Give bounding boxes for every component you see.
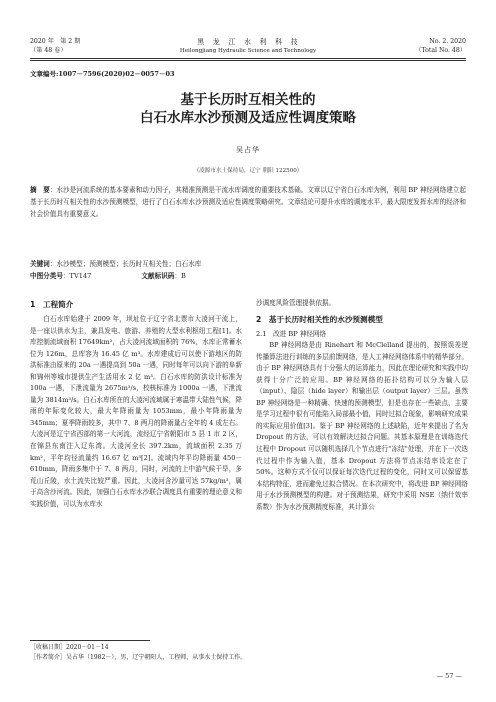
doc-code-value: ：B bbox=[174, 272, 186, 280]
abstract bbox=[30, 184, 466, 221]
journal-issue bbox=[30, 38, 80, 55]
number-line: No. 2. 2020 bbox=[429, 38, 466, 45]
section-heading-1: 1 工程简介 bbox=[30, 300, 74, 309]
issue-number: 2020 年 第 2 期 bbox=[30, 38, 81, 45]
classification bbox=[30, 270, 194, 282]
total-number-line: （Total No. 48） bbox=[415, 46, 466, 54]
header-rule-thin bbox=[30, 60, 466, 61]
page-number: — 57 — bbox=[436, 672, 462, 680]
author-bio: ［作者简介］吴占华（1982－），男，辽宁朝阳人，工程师，从事水土保持工作。 bbox=[30, 654, 247, 661]
left-column bbox=[30, 295, 242, 510]
keywords bbox=[30, 258, 466, 270]
journal-name bbox=[148, 38, 348, 55]
intro-paragraph: 白石水库始建于 2009 年，坝址位于辽宁省北票市大凌河干流上，是一座以供水为主，兼具发电、旅游、养殖的大型水利枢纽工程[1]。水库控制流域面积 17649km²，占大凌河流域面积的 76%，水库正常蓄水位为 126m，总库容为 16.45 亿 m³。水库建成后可以使下游地区的防洪标准由原来的 20a 一遇提高到 50a 一遇，同时每年可以向下游的阜新和锦州等城市提供生产生活用水 2 亿 m³。白石水库的防洪设计标准为 100a 一遇，下泄流量为 2675m³/s，校核标准为 1000a 一遇，下泄流量为 3814m³/s。白石水库所在的大凌河流域属于寒温带大陆性气候，降雨的年际变化较大，最大年降雨量为 1053mm，最小年降雨量为 345mm；夏季降雨较多，其中 7、8 两月的降雨量占全年的 4 成左右。大凌河是辽宁省西部的第一大河流，流经辽宁省朝阳市 5 县 1 市 2 区，在锦县东南注入辽东湾。大凌河全长 397.2km，流域面积 2.35 万 km²，平年均径流量约 16.67 亿 m³[2]。流域内年平均降雨量 450－610mm，降雨多集中于 7、8 两月，同时，河流的上中游气候干旱，多荒山丘陵，水土流失比较严重。因此，大凌河含沙量可达 57kg/m³，属于高含沙河流。因此，加强白石水库水沙联合调度具有重要的理论意义和实践价值，可以为水库水 bbox=[30, 315, 242, 508]
paper-title-line-2: 白石水库水沙预测及适应性调度策略 bbox=[140, 110, 356, 126]
volume-number: （第 48 卷） bbox=[30, 46, 67, 54]
paper-title-line-1: 基于长历时互相关性的 bbox=[180, 92, 316, 108]
header-rule bbox=[30, 58, 466, 59]
article-number: 文章编号:1007－7596(2020)02－0057－03 bbox=[30, 70, 175, 78]
abstract-label: 摘 要 bbox=[30, 186, 50, 194]
subsection-heading: 2.1 改进 BP 神经网络 bbox=[256, 329, 327, 338]
clc-label: 中图分类号 bbox=[30, 272, 63, 280]
continued-paragraph: 沙调度风险管理提供依据。 bbox=[256, 299, 336, 307]
abstract-text: ：水沙是河流系统的基本要素和动力因子，其精准预测是干流水库调度的重要技术基础。文章以辽宁省白石水库为例，利用 BP 神经网络建立起基于长历时互相关性的水沙预测模型，进行了白石水库水沙预测及适应性调度策略研究。文章结论可提升水库的调度水平，最大限度发挥水库的经济和社会价值具有重要意义。 bbox=[30, 186, 466, 219]
right-column bbox=[256, 298, 468, 513]
bp-network-paragraph: BP 神经网络是由 Rinehart 和 McClelland 提出的，按照误差逆传播算法进行训练的多层前馈网络，是人工神经网络体系中的精华部分。由于 BP 神经网络具有十分强大的运算能力，因此在理论研究和实践中均获得十分广泛的应用。BP 神经网络的拓扑结构可以分为输入层（input）、隐层（hide layer）和输出层（output layer）三层。虽然 BP 神经网络是一种精确、快速的预测模型，但是也存在一些缺点，主要是学习过程中很有可能陷入局部最小值，同时过拟合现象，影响研究成果的实际应用价值[3]。鉴于 BP 神经网络的上述缺陷，近年来提出了名为 Dropout 的方法，可以有效解决过拟合问题。其基本原理是在训练迭代过程中 Dropout 可以随机选择几个节点进行"冻结"处理，并在下一次迭代过程中作为输入值，基本 Dropout 方法将节点冻结率设定在了 50%。这种方式不仅可以保证每次迭代过程的变化，同时又可以保留基本结构特征，进而避免过拟合情况。在本次研究中，将改进 BP 神经网络用于水沙预测模型的构建。对于预测结果，研究中采用 NSE（纳什效率系数）作为水沙预测精度标准，其计算公 bbox=[256, 341, 468, 511]
received-date: ［收稿日期］2020－01－14 bbox=[30, 644, 109, 651]
journal-name-cn: 黑 龙 江 水 利 科 技 bbox=[197, 38, 299, 46]
keywords-label: 关键词 bbox=[30, 260, 50, 268]
affiliation: （凌源市水土保持局，辽宁 朝阳 122500） bbox=[193, 168, 303, 174]
section-heading-2: 2 基于长历时相关性的水沙预测模型 bbox=[256, 314, 383, 324]
footnote-rule bbox=[30, 640, 150, 641]
clc-value: ：TV147 bbox=[62, 272, 92, 280]
journal-number bbox=[415, 38, 466, 55]
doc-code-label: 文献标识码 bbox=[141, 272, 175, 280]
author-name: 吴占华 bbox=[236, 146, 260, 154]
journal-name-en: Heilongjiang Hydraulic Science and Technology bbox=[179, 47, 317, 54]
keywords-text: ：水沙模型；预测模型；长历时互相关性；白石水库 bbox=[49, 260, 202, 268]
